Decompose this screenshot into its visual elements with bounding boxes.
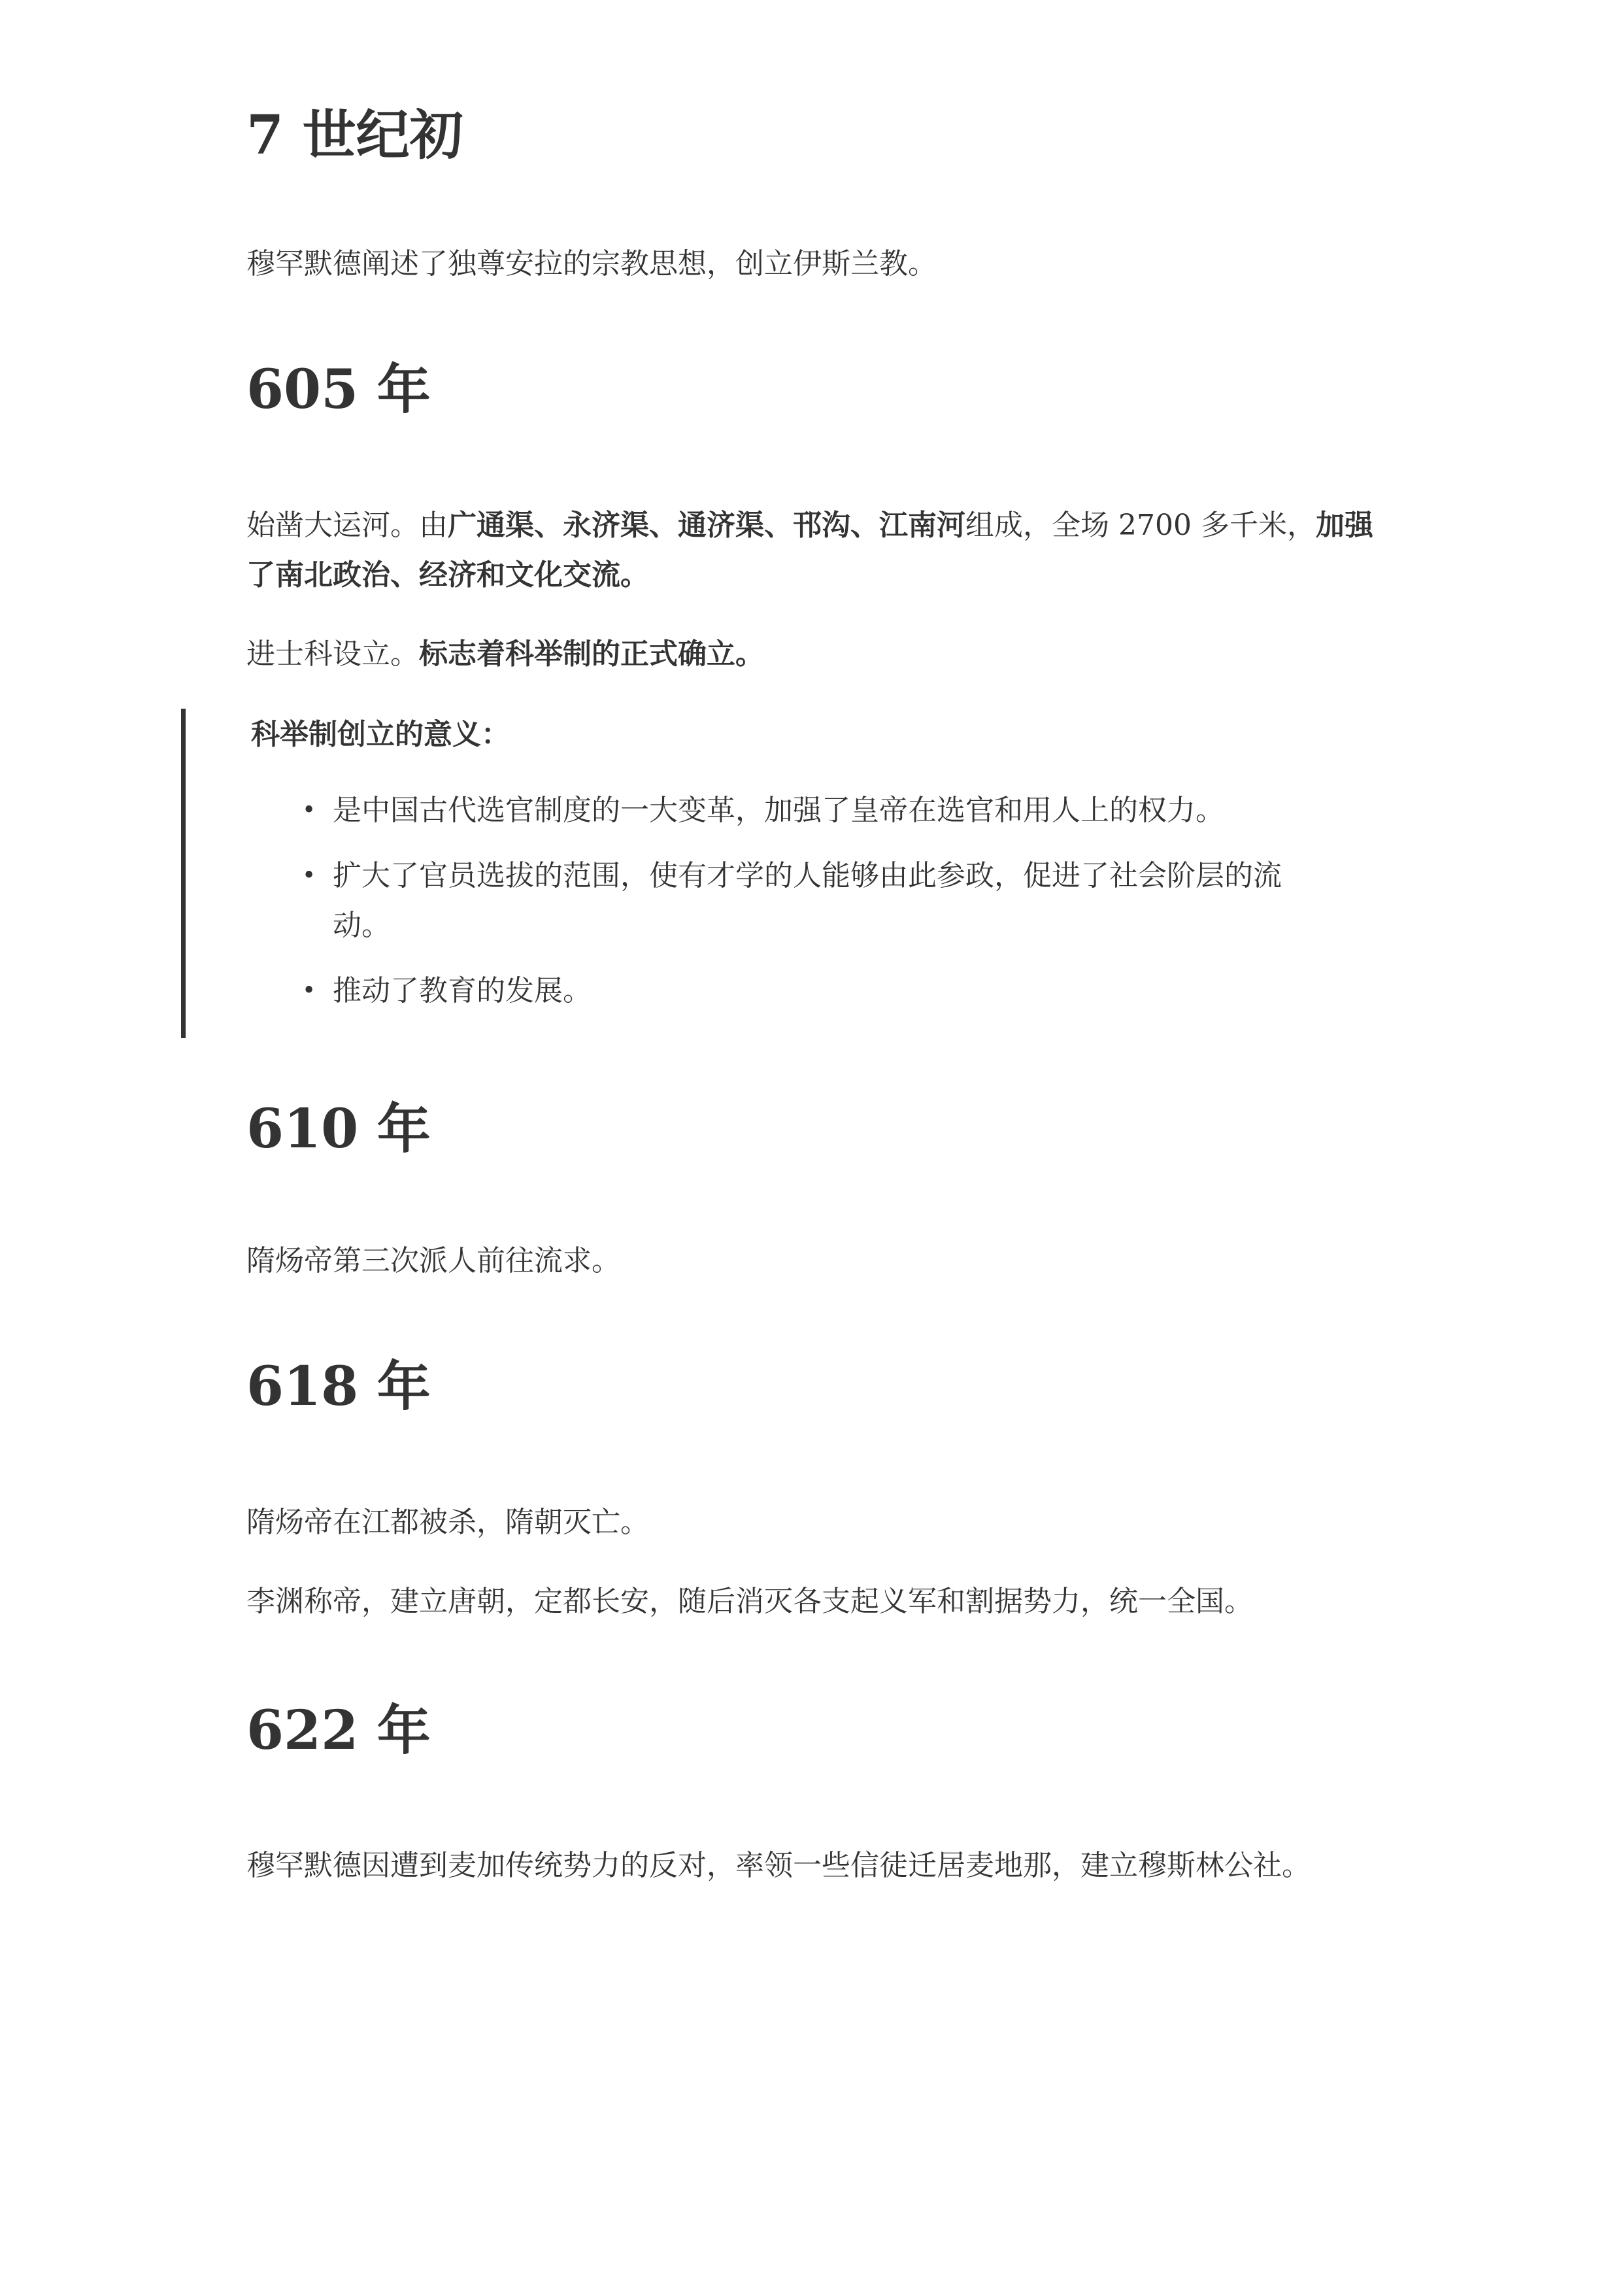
blockquote-title: 科举制创立的意义： bbox=[251, 717, 510, 751]
list-item bbox=[251, 786, 1284, 836]
bullet-icon: • bbox=[302, 862, 316, 889]
list-item-text: 是中国古代选官制度的一大变革，加强了皇帝在选官和用人上的权力。 bbox=[333, 793, 1224, 827]
section-heading: 610 年 bbox=[246, 1097, 431, 1160]
bullet-icon: • bbox=[302, 796, 316, 824]
paragraph-bold-text: 标志着科举制的正式确立。 bbox=[419, 637, 764, 671]
section-paragraph: 穆罕默德阐述了独尊安拉的宗教思想，创立伊斯兰教。 bbox=[246, 247, 937, 281]
paragraph-text: 始凿大运河。由 bbox=[246, 508, 448, 542]
paragraph-bold-text: 广通渠、永济渠、通济渠、邗沟、江南河 bbox=[448, 508, 965, 542]
list-item bbox=[251, 966, 1284, 1016]
list-item bbox=[251, 851, 1284, 951]
paragraph-text: 进士科设立。 bbox=[246, 637, 419, 671]
list-item-text: 扩大了官员选拔的范围，使有才学的人能够由此参政，促进了社会阶层的流动。 bbox=[333, 858, 1282, 942]
section-paragraph bbox=[246, 501, 1397, 600]
paragraph-bold-text: 加强了南北政治、经济和文化交流。 bbox=[246, 508, 1373, 592]
list-item-text: 推动了教育的发展。 bbox=[333, 973, 592, 1007]
section-paragraph: 隋炀帝第三次派人前往流求。 bbox=[246, 1244, 620, 1278]
section-paragraph bbox=[246, 630, 1397, 679]
significance-list bbox=[251, 786, 1284, 1016]
paragraph-text: 组成，全场 2700 多千米， bbox=[965, 508, 1316, 542]
section-heading: 7 世纪初 bbox=[246, 104, 463, 167]
section-paragraph: 穆罕默德因遭到麦加传统势力的反对，率领一些信徒迁居麦地那，建立穆斯林公社。 bbox=[246, 1848, 1311, 1882]
bullet-icon: • bbox=[302, 977, 316, 1004]
blockquote bbox=[181, 709, 1401, 1038]
section-heading: 618 年 bbox=[246, 1355, 431, 1419]
section-paragraph: 李渊称帝，建立唐朝，定都长安，随后消灭各支起义军和割据势力，统一全国。 bbox=[246, 1584, 1253, 1618]
section-heading: 605 年 bbox=[246, 358, 431, 422]
document-content bbox=[246, 98, 1397, 1891]
section-heading: 622 年 bbox=[246, 1698, 431, 1762]
section-paragraph: 隋炀帝在江都被杀，隋朝灭亡。 bbox=[246, 1505, 649, 1539]
